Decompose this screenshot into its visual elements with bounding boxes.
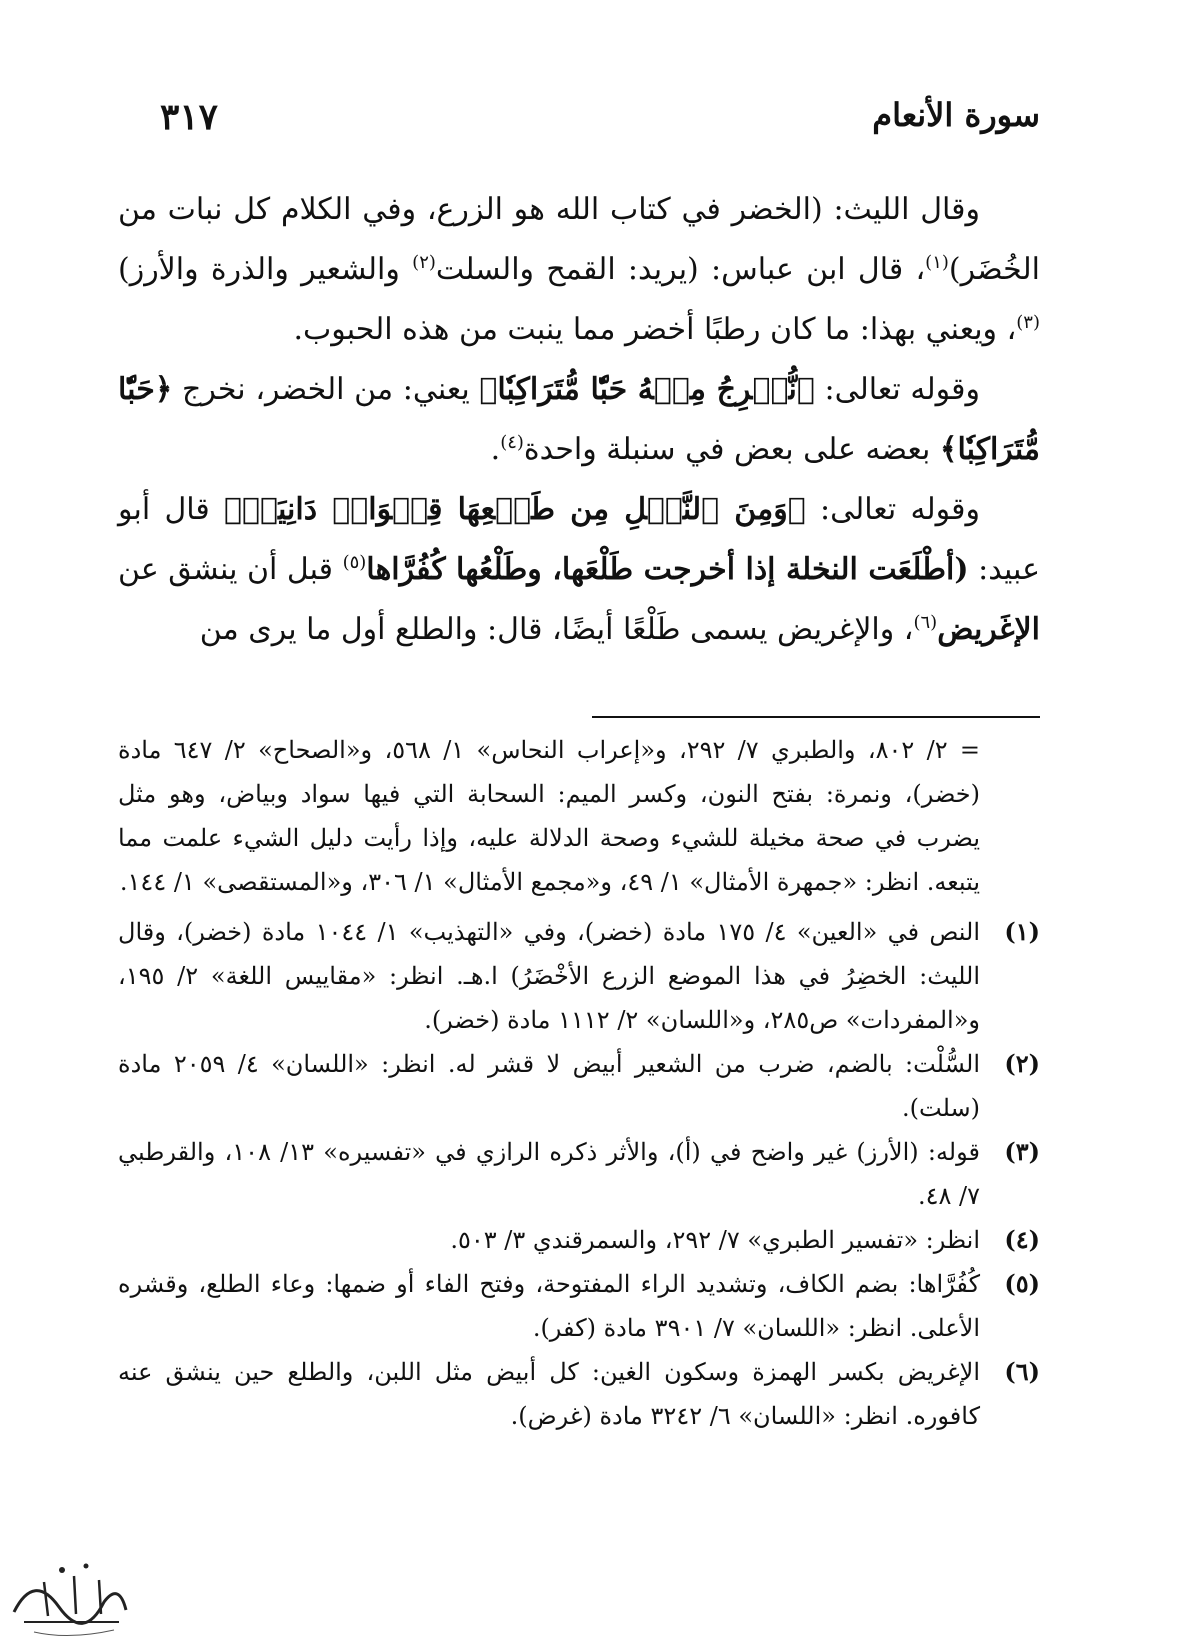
footnote-text: الإغريض بكسر الهمزة وسكون الغين: كل أبيض مثل اللبن، والطلع حين ينشق عنه كافوره. انظر: «اللسان» ٦/ ٣٢٤٢ مادة (غرض).	[118, 1358, 980, 1430]
footnote-text: السُّلْت: بالضم، ضرب من الشعير أبيض لا قشر له. انظر: «اللسان» ٤/ ٢٠٥٩ مادة (سلت).	[118, 1050, 981, 1122]
main-text	[118, 180, 1040, 660]
quote-text: (أطْلَعَت النخلة إذا أخرجت طَلْعَها، وطَلْعُها كُفُرَّاها	[366, 552, 969, 587]
footnote-4	[118, 1218, 1040, 1262]
footnote-number: (١)	[1004, 917, 1040, 946]
footnote-ref-1: (١)	[925, 252, 949, 273]
footnote-number: (٤)	[1004, 1225, 1040, 1254]
footnote-3	[118, 1130, 1040, 1218]
footnote-number: (٢)	[1004, 1049, 1040, 1078]
footnote-ref-5: (٥)	[342, 552, 367, 573]
footnote-number: (٦)	[1004, 1357, 1040, 1386]
page-header	[120, 96, 1040, 156]
footnote-5	[118, 1262, 1040, 1350]
footnote-ref-6: (٦)	[913, 612, 938, 633]
footnote-continuation: = ٢/ ٨٠٢، والطبري ٧/ ٢٩٢، و«إعراب النحاس» ١/ ٥٦٨، و«الصحاح» ٢/ ٦٤٧ مادة (خضر)، ونمرة: بفتح النون، وكسر الميم: السحابة التي فيها سواد وبياض، وهو مثل يضرب في صحة مخيلة للشيء وصحة الدلالة عليه، وإذا رأيت دليل الشيء علمت مما يتبعه. انظر: «جمهرة الأمثال» ١/ ٤٩، و«مجمع الأمثال» ١/ ٣٠٦، و«المستقصى» ١/ ١٤٤.	[118, 736, 981, 896]
paragraph-3: وقوله تعالى: ﴿وَمِنَ ٱلنَّخۡلِ مِن طَلۡعِهَا قِنۡوَانٞ دَانِيَةٞ﴾ قال أبو عبيد: (أطْلَعَت النخلة إذا أخرجت طَلْعَها، وطَلْعُها كُفُرَّاها$^{(٥)}$ قبل أن ينشق عن الإغَريض$^{(٦)}$، والإغريض يسمى طَلْعًا أيضًا، قال: والطلع أول ما يرى من	[118, 492, 1040, 647]
footnote-number: (٣)	[1004, 1137, 1040, 1166]
surah-title: سورة الأنعام	[872, 96, 1040, 134]
paragraph-2: وقوله تعالى: ﴿نُّخۡرِجُ مِنۡهُ حَبّٗا مُّتَرَاكِبٗا﴾ يعني: من الخضر، نخرج ﴿حَبّٗا مُّتَرَاكِبٗا﴾ بعضه على بعض في سنبلة واحدة$^{(٤)}$.	[118, 372, 1040, 467]
footnote-number: (٥)	[1004, 1269, 1040, 1298]
footnote-1	[118, 910, 1040, 1042]
quran-verse: ﴿نُّخۡرِجُ مِنۡهُ حَبّٗا مُّتَرَاكِبٗا﴾	[479, 372, 815, 407]
footnote-separator	[592, 716, 1040, 718]
footnote-2	[118, 1042, 1040, 1130]
page-number: ٣١٧	[160, 96, 219, 138]
quote-text: الإغَريض	[937, 612, 1040, 647]
footnote-ref-3: (٣)	[1016, 312, 1040, 333]
footnotes	[118, 728, 1040, 1438]
footnote-text: انظر: «تفسير الطبري» ٧/ ٢٩٢، والسمرقندي ٣/ ٥٠٣.	[450, 1226, 980, 1254]
publisher-stamp-logo	[4, 1552, 134, 1642]
paragraph-1: وقال الليث: (الخضر في كتاب الله هو الزرع، وفي الكلام كل نبات من الخُضَر)$^{(١)}$، قال ابن عباس: (يريد: القمح والسلت$^{(٢)}$ والشعير والذرة والأرز)$^{(٣)}$، ويعني بهذا: ما كان رطبًا أخضر مما ينبت من هذه الحبوب.	[118, 192, 1041, 347]
footnote-6	[118, 1350, 1040, 1438]
footnote-ref-2: (٢)	[412, 252, 436, 273]
footnote-text: النص في «العين» ٤/ ١٧٥ مادة (خضر)، وفي «التهذيب» ١/ ١٠٤٤ مادة (خضر)، وقال الليث: الخضِرُ في هذا الموضع الزرع الأخْضَرُ) ا.هـ. انظر: «مقاييس اللغة» ٢/ ١٩٥، و«المفردات» ص٢٨٥، و«اللسان» ٢/ ١١١٢ مادة (خضر).	[118, 918, 981, 1034]
quran-verse: ﴿حَبّٗا مُّتَرَاكِبٗا﴾	[118, 372, 1040, 467]
quran-verse: ﴿وَمِنَ ٱلنَّخۡلِ مِن طَلۡعِهَا قِنۡوَانٞ دَانِيَةٞ﴾	[224, 492, 806, 527]
footnote-text: كُفُرَّاها: بضم الكاف، وتشديد الراء المفتوحة، وفتح الفاء أو ضمها: وعاء الطلع، وقشره الأعلى. انظر: «اللسان» ٧/ ٣٩٠١ مادة (كفر).	[118, 1270, 980, 1342]
footnote-text: قوله: (الأرز) غير واضح في (أ)، والأثر ذكره الرازي في «تفسيره» ١٣/ ١٠٨، والقرطبي ٧/ ٤٨.	[118, 1138, 980, 1210]
footnote-ref-4: (٤)	[500, 432, 524, 453]
